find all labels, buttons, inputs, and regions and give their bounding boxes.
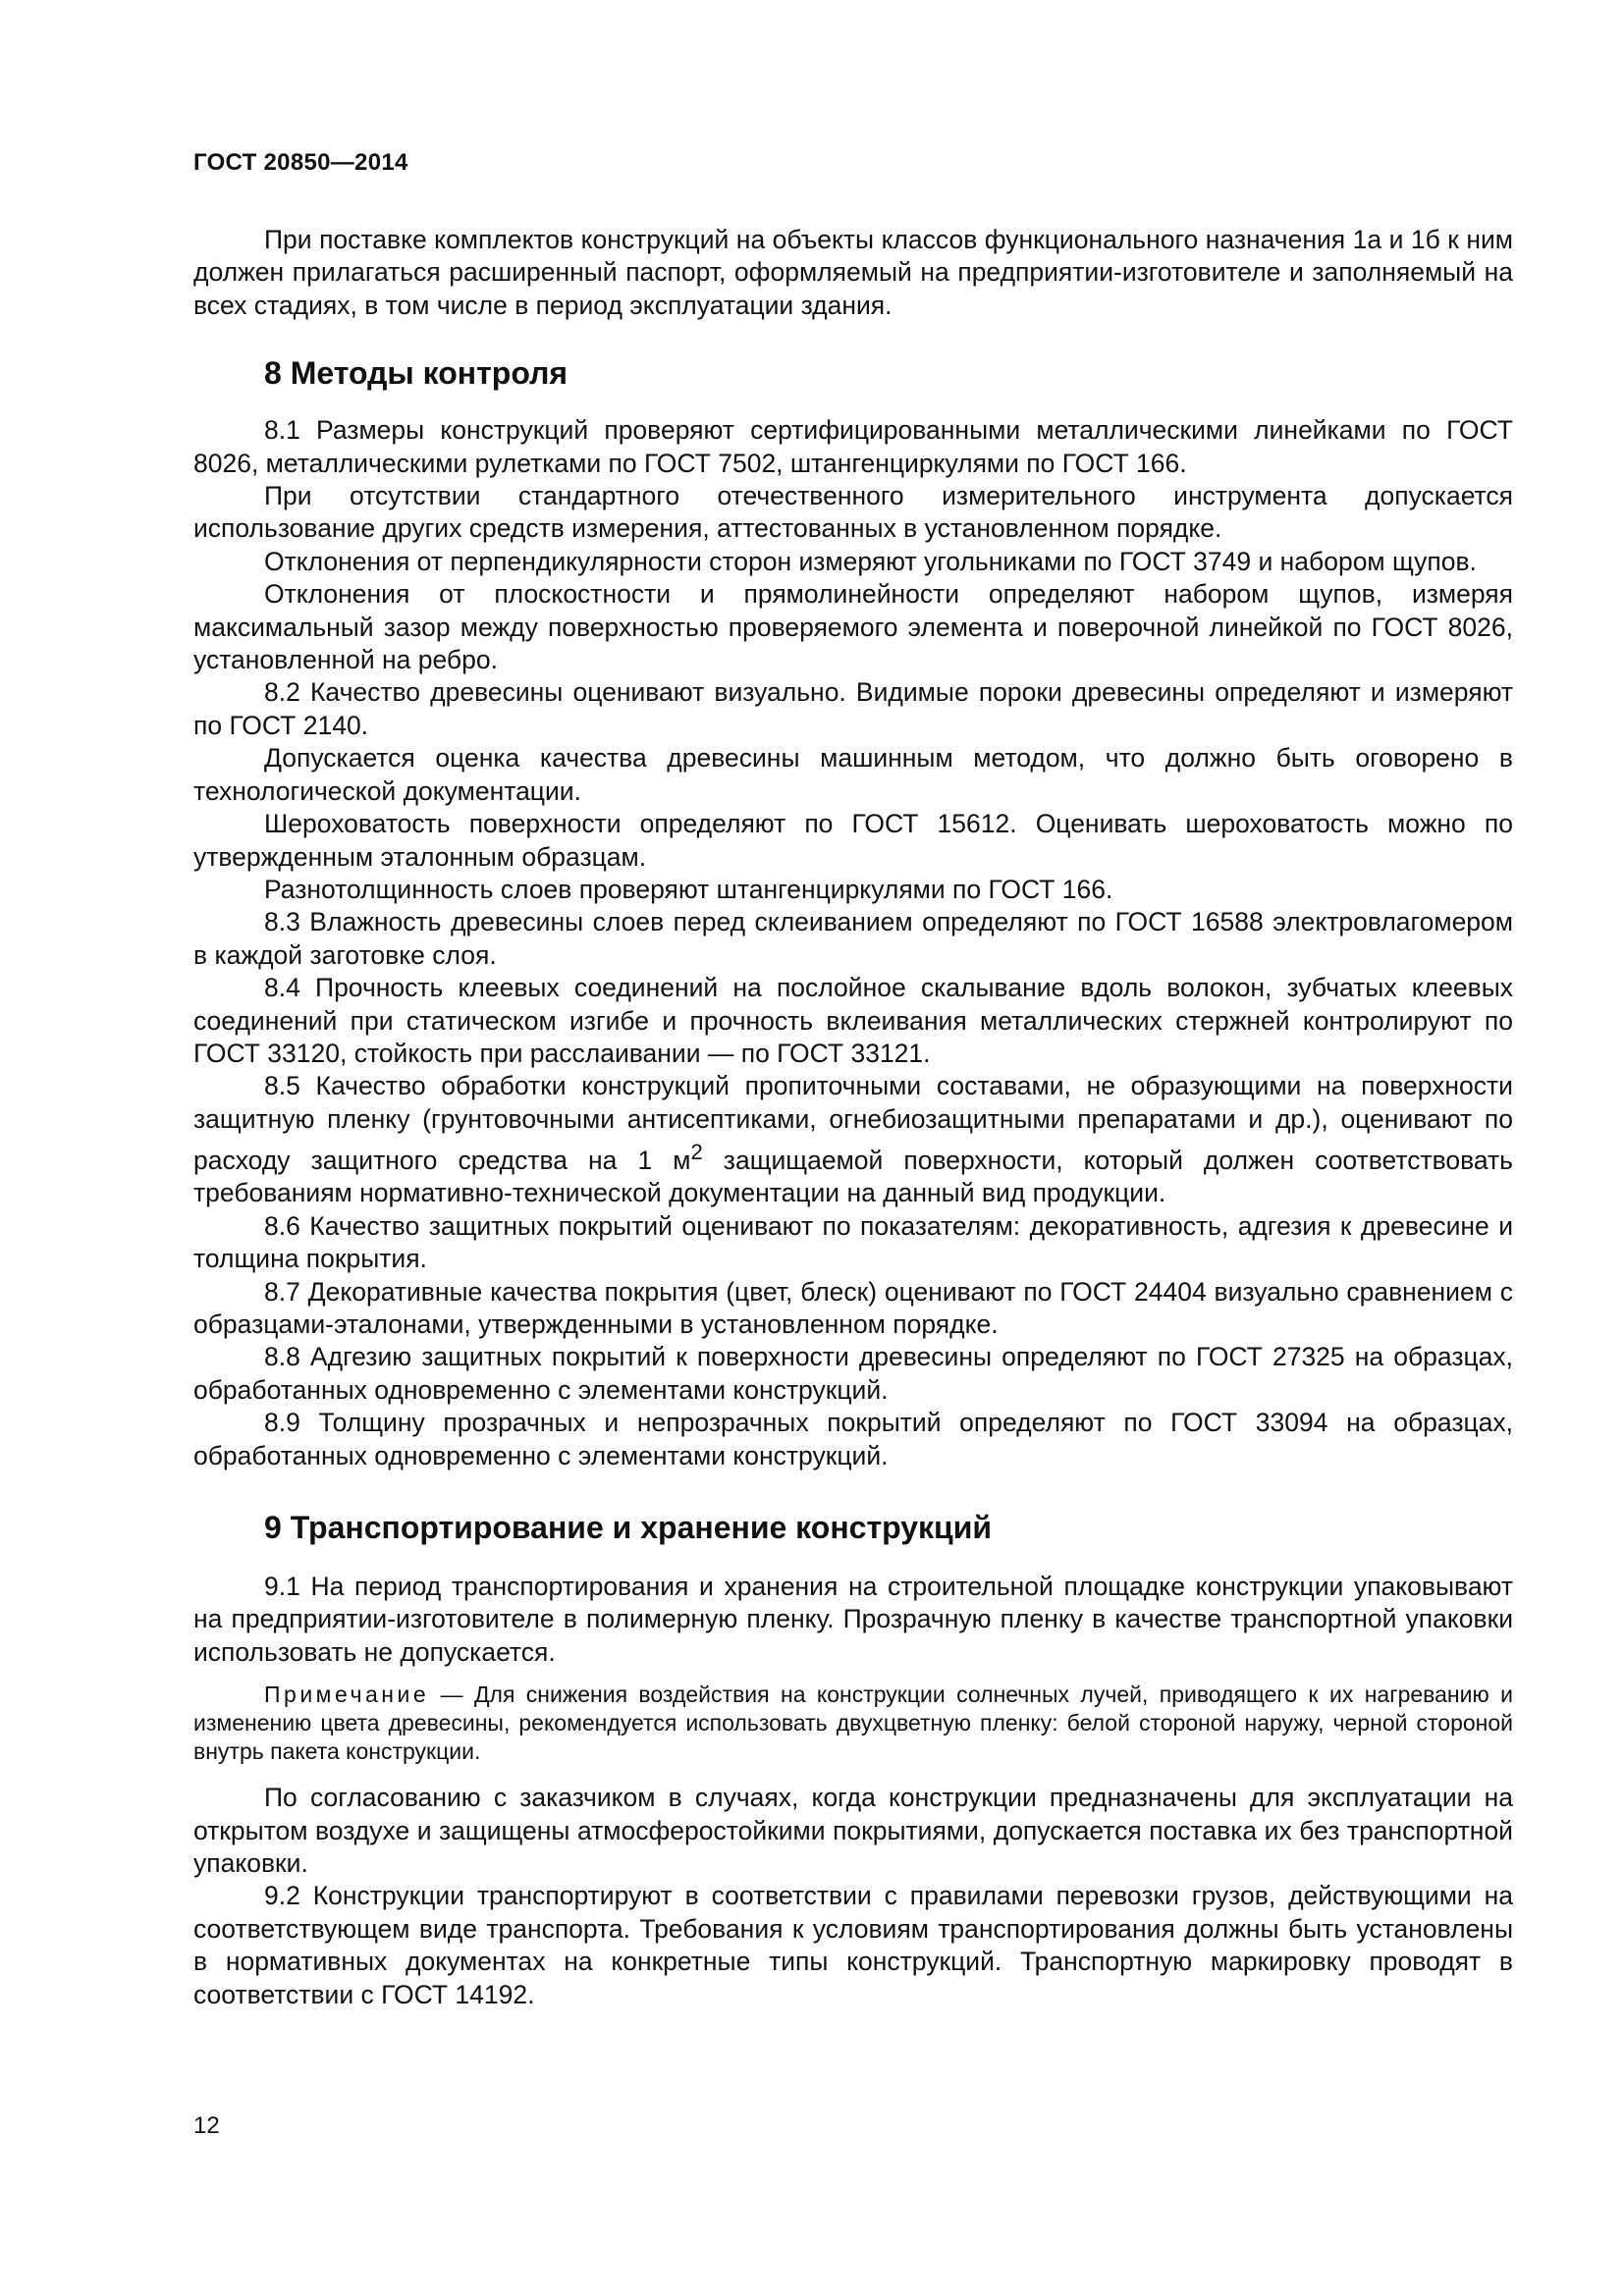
superscript-2: 2 [690,1140,703,1165]
document-body [193,224,1513,2011]
paragraph-8-8: 8.8 Адгезию защитных покрытий к поверхности древесины определяют по ГОСТ 27325 на образцах, обработанных одновременно с элементами конструкций. [193,1342,1513,1405]
note-text: — Для снижения воздействия на конструкции солнечных лучей, приводящего к их нагреванию и изменению цвета древесины, рекомендуется использовать двухцветную пленку: белой стороной наружу, черной стороной внутрь пакета конструкции. [193,1682,1513,1765]
paragraph-9-2: 9.2 Конструкции транспортируют в соответствии с правилами перевозки грузов, действующими на соответствующем виде транспорта. Требования к условиям транспортирования должны быть установлены в нормативных документах на конкретные типы конструкций. Транспортную маркировку проводят в соответствии с ГОСТ 14192. [193,1881,1513,2009]
paragraph-8-4: 8.4 Прочность клеевых соединений на послойное скалывание вдоль волокон, зубчатых клеевых соединений при статическом изгибе и прочность вклеивания металлических стержней контролируют по ГОСТ 33120, стойкость при расслаивании — по ГОСТ 33121. [193,973,1513,1068]
paragraph-8-1: 8.1 Размеры конструкций проверяют сертифицированными металлическими линейками по ГОСТ 8026, металлическими рулетками по ГОСТ 7502, штангенциркулями по ГОСТ 166. [193,415,1513,478]
section-9-heading: 9 Транспортирование и хранение конструкций [264,1510,993,1546]
paragraph-9-1: 9.1 На период транспортирования и хранения на строительной площадке конструкции упаковывают на предприятии-изготовителе в полимерную пленку. Прозрачную пленку в качестве транспортной упаковки использовать не допускается. [193,1572,1513,1667]
paragraph-8-7: 8.7 Декоративные качества покрытия (цвет, блеск) оценивают по ГОСТ 24404 визуально сравнением с образцами-эталонами, утвержденными в установленном порядке. [193,1276,1513,1340]
paragraph-8-3: 8.3 Влажность древесины слоев перед склеиванием определяют по ГОСТ 16588 электровлагомером в каждой заготовке слоя. [193,907,1513,970]
section-8-heading: 8 Методы контроля [264,355,568,392]
paragraph-8-9: 8.9 Толщину прозрачных и непрозрачных покрытий определяют по ГОСТ 33094 на образцах, обработанных одновременно с элементами конструкций. [193,1408,1513,1470]
paragraph-8-5-part2: защищаемой поверхности, который должен соответствовать требованиям нормативно-технической документации на данный вид продукции. [193,1145,1513,1208]
paragraph-8-2-machine: Допускается оценка качества древесины машинным методом, что должно быть оговорено в технологической документации. [193,743,1513,806]
note [193,1681,1513,1766]
paragraph-9-1-agreement: По согласованию с заказчиком в случаях, когда конструкции предназначены для эксплуатации на открытом воздухе и защищены атмосферостойкими покрытиями, допускается поставка их без транспортной упаковки. [193,1783,1513,1879]
note-label: Примечание [264,1682,430,1708]
paragraph-8-1-flatness: Отклонения от плоскостности и прямолинейности определяют набором щупов, измеряя максимальный зазор между поверхностью проверяемого элемента и поверочной линейкой по ГОСТ 8026, установленной на ребро. [193,579,1513,675]
paragraph-8-2: 8.2 Качество древесины оценивают визуально. Видимые пороки древесины определяют и измеряют по ГОСТ 2140. [193,677,1513,740]
paragraph-8-6: 8.6 Качество защитных покрытий оценивают по показателям: декоративность, адгезия к древесине и толщина покрытия. [193,1210,1513,1274]
paragraph-8-5-part1: 8.5 Качество обработки конструкций пропиточными составами, не образующими на поверхности защитную пленку (грунтовочными антисептиками, огнебиозащитными препаратами и др.), оценивают по расходу защитного средства на 1 м [193,1071,1513,1175]
paragraph-8-1-instruments: При отсутствии стандартного отечественного измерительного инструмента допускается использование других средств измерения, аттестованных в установленном порядке. [193,481,1513,544]
paragraph-8-5 [193,1070,1513,1209]
intro-paragraph: При поставке комплектов конструкций на объекты классов функционального назначения 1а и 1б к ним должен прилагаться расширенный паспорт, оформляемый на предприятии-изготовителе и заполняемый на всех стадиях, в том числе в период эксплуатации здания. [193,225,1513,320]
paragraph-8-2-roughness: Шероховатость поверхности определяют по ГОСТ 15612. Оценивать шероховатость можно по утвержденным эталонным образцам. [193,809,1513,872]
paragraph-8-2-thickness: Разнотолщинность слоев проверяют штангенциркулями по ГОСТ 166. [264,874,1113,904]
document-header: ГОСТ 20850—2014 [193,149,408,176]
paragraph-8-1-perpendicularity: Отклонения от перпендикулярности сторон измеряют угольниками по ГОСТ 3749 и набором щупов. [264,546,1477,576]
page-number: 12 [193,2112,220,2139]
